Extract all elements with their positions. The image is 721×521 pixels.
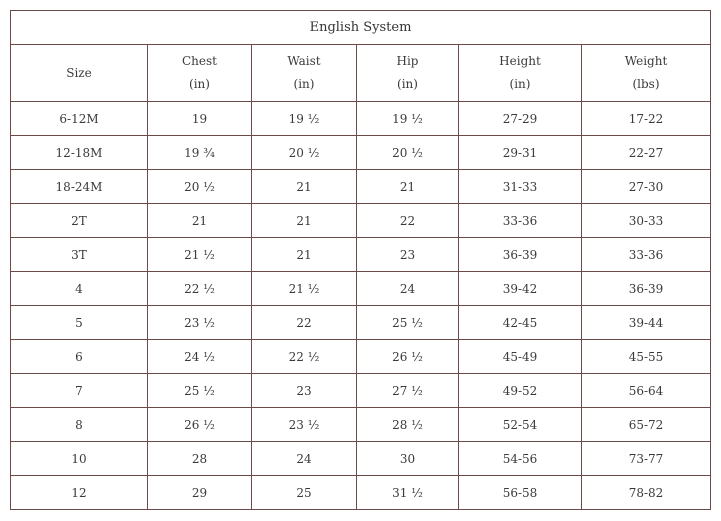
chest-cell: 23 ½ — [148, 306, 252, 340]
weight-cell: 22-27 — [582, 136, 711, 170]
height-cell: 54-56 — [459, 442, 582, 476]
column-header-label: Chest — [182, 54, 217, 68]
table-row — [11, 476, 711, 510]
height-cell: 42-45 — [459, 306, 582, 340]
column-header-chest — [148, 45, 252, 102]
size-cell: 10 — [11, 442, 148, 476]
chest-cell: 20 ½ — [148, 170, 252, 204]
size-chart-table — [10, 10, 711, 510]
weight-cell: 45-55 — [582, 340, 711, 374]
waist-cell: 22 — [252, 306, 357, 340]
hip-cell: 23 — [357, 238, 459, 272]
chest-cell: 19 — [148, 102, 252, 136]
table-row — [11, 408, 711, 442]
hip-cell: 22 — [357, 204, 459, 238]
column-header-hip — [357, 45, 459, 102]
table-row — [11, 340, 711, 374]
height-cell: 39-42 — [459, 272, 582, 306]
size-cell: 12 — [11, 476, 148, 510]
table-header-row — [11, 45, 711, 102]
weight-cell: 65-72 — [582, 408, 711, 442]
weight-cell: 27-30 — [582, 170, 711, 204]
height-cell: 45-49 — [459, 340, 582, 374]
column-header-height — [459, 45, 582, 102]
hip-cell: 25 ½ — [357, 306, 459, 340]
table-row — [11, 102, 711, 136]
hip-cell: 26 ½ — [357, 340, 459, 374]
chest-cell: 28 — [148, 442, 252, 476]
column-header-label: Weight — [624, 54, 668, 68]
column-header-unit: (lbs) — [632, 77, 660, 91]
weight-cell: 78-82 — [582, 476, 711, 510]
table-row — [11, 306, 711, 340]
size-cell: 5 — [11, 306, 148, 340]
waist-cell: 22 ½ — [252, 340, 357, 374]
waist-cell: 19 ½ — [252, 102, 357, 136]
hip-cell: 27 ½ — [357, 374, 459, 408]
waist-cell: 23 ½ — [252, 408, 357, 442]
column-header-label: Waist — [287, 54, 321, 68]
hip-cell: 30 — [357, 442, 459, 476]
table-row — [11, 136, 711, 170]
column-header-weight — [582, 45, 711, 102]
chest-cell: 21 — [148, 204, 252, 238]
chest-cell: 29 — [148, 476, 252, 510]
height-cell: 31-33 — [459, 170, 582, 204]
chest-cell: 21 ½ — [148, 238, 252, 272]
waist-cell: 20 ½ — [252, 136, 357, 170]
hip-cell: 21 — [357, 170, 459, 204]
size-cell: 8 — [11, 408, 148, 442]
table-title-row — [11, 11, 711, 45]
waist-cell: 21 — [252, 238, 357, 272]
waist-cell: 21 — [252, 170, 357, 204]
chest-cell: 25 ½ — [148, 374, 252, 408]
table-body — [11, 102, 711, 510]
table-row — [11, 204, 711, 238]
column-header-waist — [252, 45, 357, 102]
weight-cell: 73-77 — [582, 442, 711, 476]
column-header-label: Size — [66, 65, 92, 80]
size-cell: 6-12M — [11, 102, 148, 136]
waist-cell: 24 — [252, 442, 357, 476]
waist-cell: 21 — [252, 204, 357, 238]
column-header-size — [11, 45, 148, 102]
chest-cell: 19 ¾ — [148, 136, 252, 170]
size-chart-container — [10, 10, 711, 510]
size-cell: 6 — [11, 340, 148, 374]
weight-cell: 36-39 — [582, 272, 711, 306]
table-row — [11, 272, 711, 306]
table-row — [11, 442, 711, 476]
hip-cell: 24 — [357, 272, 459, 306]
weight-cell: 30-33 — [582, 204, 711, 238]
size-cell: 12-18M — [11, 136, 148, 170]
height-cell: 52-54 — [459, 408, 582, 442]
table-row — [11, 238, 711, 272]
height-cell: 56-58 — [459, 476, 582, 510]
hip-cell: 20 ½ — [357, 136, 459, 170]
table-title: English System — [11, 11, 711, 45]
waist-cell: 25 — [252, 476, 357, 510]
height-cell: 27-29 — [459, 102, 582, 136]
size-cell: 18-24M — [11, 170, 148, 204]
waist-cell: 23 — [252, 374, 357, 408]
column-header-label: Height — [499, 54, 541, 68]
height-cell: 33-36 — [459, 204, 582, 238]
waist-cell: 21 ½ — [252, 272, 357, 306]
chest-cell: 24 ½ — [148, 340, 252, 374]
weight-cell: 33-36 — [582, 238, 711, 272]
column-header-label: Hip — [396, 54, 419, 68]
column-header-unit: (in) — [293, 77, 315, 91]
size-cell: 2T — [11, 204, 148, 238]
table-row — [11, 170, 711, 204]
column-header-unit: (in) — [397, 77, 418, 91]
chest-cell: 26 ½ — [148, 408, 252, 442]
weight-cell: 17-22 — [582, 102, 711, 136]
height-cell: 49-52 — [459, 374, 582, 408]
size-cell: 4 — [11, 272, 148, 306]
hip-cell: 31 ½ — [357, 476, 459, 510]
column-header-unit: (in) — [189, 77, 210, 91]
chest-cell: 22 ½ — [148, 272, 252, 306]
size-cell: 7 — [11, 374, 148, 408]
table-row — [11, 374, 711, 408]
hip-cell: 19 ½ — [357, 102, 459, 136]
size-cell: 3T — [11, 238, 148, 272]
weight-cell: 39-44 — [582, 306, 711, 340]
column-header-unit: (in) — [509, 77, 531, 91]
weight-cell: 56-64 — [582, 374, 711, 408]
height-cell: 29-31 — [459, 136, 582, 170]
hip-cell: 28 ½ — [357, 408, 459, 442]
height-cell: 36-39 — [459, 238, 582, 272]
